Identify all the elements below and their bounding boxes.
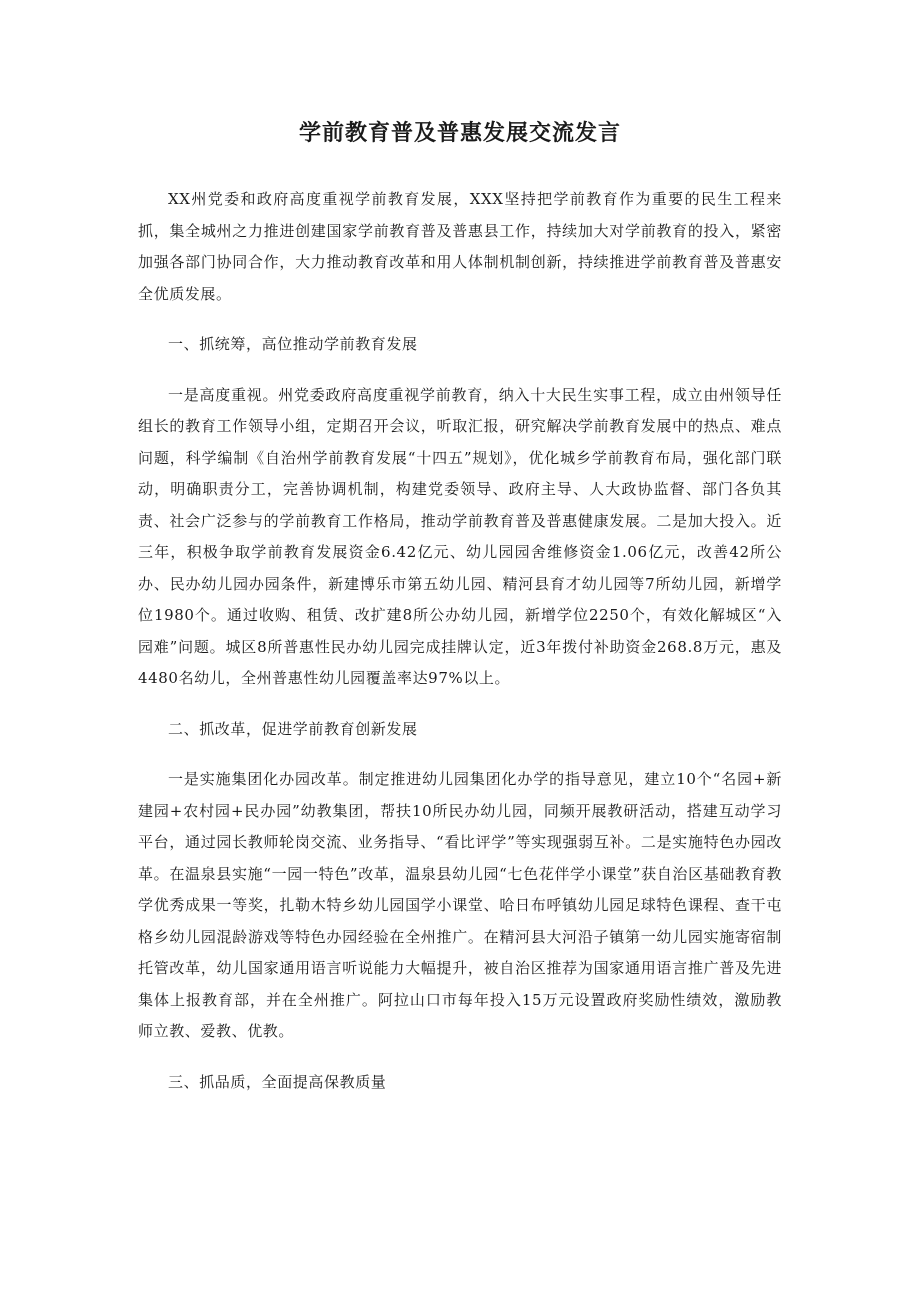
section-body-1: 一是高度重视。州党委政府高度重视学前教育，纳入十大民生实事工程，成立由州领导任组长的教育工作领导小组，定期召开会议，听取汇报，研究解决学前教育发展中的热点、难点问题，科学编制《自治州学前教育发展“十四五”规划》，优化城乡学前教育布局，强化部门联动，明确职责分工，完善协调机制，构建党委领导、政府主导、人大政协监督、部门各负其责、社会广泛参与的学前教育工作格局，推动学前教育普及普惠健康发展。二是加大投入。近三年，积极争取学前教育发展资金6.42亿元、幼儿园园舍维修资金1.06亿元，改善42所公办、民办幼儿园办园条件，新建博乐市第五幼儿园、精河县育才幼儿园等7所幼儿园，新增学位1980个。通过收购、租赁、改扩建8所公办幼儿园，新增学位2250个，有效化解城区“入园难”问题。城区8所普惠性民办幼儿园完成挂牌认定，近3年拨付补助资金268.8万元，惠及4480名幼儿，全州普惠性幼儿园覆盖率达97%以上。 [138,385,782,687]
intro-paragraph: XX州党委和政府高度重视学前教育发展，XXX坚持把学前教育作为重要的民生工程来抓，集全城州之力推进创建国家学前教育普及普惠县工作，持续加大对学前教育的投入，紧密加强各部门协同合作，大力推动教育改革和用人体制机制创新，持续推进学前教育普及普惠安全优质发展。 [138,190,782,303]
section-heading-2: 二、抓改革，促进学前教育创新发展 [168,719,418,738]
document-title: 学前教育普及普惠发展交流发言 [298,121,621,146]
section-body-2: 一是实施集团化办园改革。制定推进幼儿园集团化办学的指导意见，建立10个“名园+新建园+农村园+民办园”幼教集团，帮扶10所民办幼儿园，同频开展教研活动，搭建互动学习平台，通过园长教师轮岗交流、业务指导、“看比评学”等实现强弱互补。二是实施特色办园改革。在温泉县实施“一园一特色”改革，温泉县幼儿园“七色花伴学小课堂”获自治区基础教育教学优秀成果一等奖，扎勒木特乡幼儿园国学小课堂、哈日布呼镇幼儿园足球特色课程、查干屯格乡幼儿园混龄游戏等特色办园经验在全州推广。在精河县大河沿子镇第一幼儿园实施寄宿制托管改革，幼儿国家通用语言听说能力大幅提升，被自治区推荐为国家通用语言推广普及先进集体上报教育部，并在全州推广。阿拉山口市每年投入15万元设置政府奖励性绩效，激励教师立教、爱教、优教。 [138,770,782,1040]
section-heading-3: 三、抓品质，全面提高保教质量 [168,1072,387,1091]
document-page [138,112,782,1117]
section-heading-1: 一、抓统筹，高位推动学前教育发展 [168,335,418,353]
